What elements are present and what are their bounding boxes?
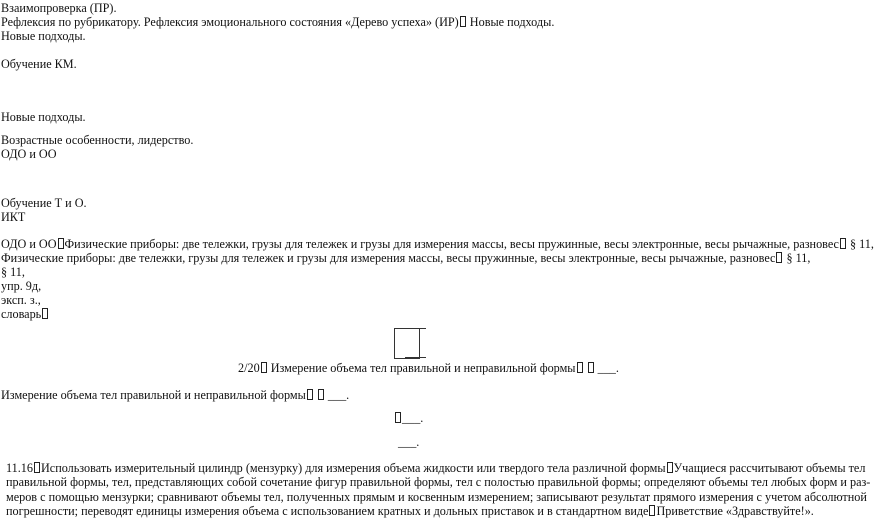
blank-field: ___. bbox=[402, 411, 424, 425]
lesson-topic: Измерение объема тел правильной и неправильной формы bbox=[270, 361, 576, 375]
line-ict: ИКТ bbox=[1, 210, 26, 224]
line-reflection bbox=[1, 15, 554, 29]
line-blank-2: ___. bbox=[398, 435, 420, 449]
paragraph-line: 11.16 Использовать измерительный цилиндр (мензурку) для измерения объема жидкости или твердого тела различной формы Учащиеся рассчитывают объемы тел bbox=[6, 461, 866, 475]
blank-field: ___. bbox=[327, 388, 350, 402]
line-lesson-topic-2 bbox=[1, 388, 349, 402]
missing-glyph-icon bbox=[318, 389, 324, 400]
missing-glyph-icon bbox=[840, 238, 846, 249]
equipment-text: Физические приборы: две тележки, грузы для тележек и грузы для измерения массы, весы пружинные, весы электронные, весы рычажные, разновес bbox=[1, 251, 776, 265]
missing-glyph-icon bbox=[649, 505, 655, 516]
blank-field: ___. bbox=[597, 361, 619, 375]
lesson-topic: Измерение объема тел правильной и неправильной формы bbox=[1, 388, 306, 402]
section-ref: § 11, bbox=[786, 251, 811, 265]
equipment-text: Физические приборы: две тележки, грузы для тележек и грузы для измерения массы, весы пружинные, весы электронные, весы рычажные, разновес bbox=[64, 237, 839, 251]
empty-frame bbox=[394, 328, 420, 359]
line-exercise: упр. 9д, bbox=[1, 279, 42, 293]
line-dictionary bbox=[1, 307, 49, 321]
lesson-number: 2/20 bbox=[238, 361, 260, 375]
line-experiment: эксп. з., bbox=[1, 293, 41, 307]
paragraph-line: погрешности; переводят единицы измерения объема с использованием кратных и дольных приставок и в стандартном виде Приветствие «Здравствуйте!». bbox=[6, 504, 814, 519]
objective-code: 11.16 bbox=[6, 461, 33, 475]
line-equipment-2 bbox=[1, 251, 810, 265]
missing-glyph-icon bbox=[42, 308, 48, 319]
line-peer-review: Взаимопроверка (ПР). bbox=[1, 1, 117, 15]
reflection-text: Рефлексия по рубрикатору. Рефлексия эмоционального состояния «Дерево успеха» (ИР) bbox=[1, 15, 459, 29]
line-blank-1 bbox=[394, 411, 423, 425]
missing-glyph-icon bbox=[395, 412, 401, 423]
missing-glyph-icon bbox=[58, 238, 64, 249]
missing-glyph-icon bbox=[667, 462, 673, 473]
line-odo-oo-1: ОДО и ОО bbox=[1, 147, 57, 161]
line-teaching: Обучение Т и О. bbox=[1, 196, 87, 210]
section-ref: § 11, bbox=[850, 237, 874, 251]
line-equipment-1 bbox=[1, 237, 874, 251]
missing-glyph-icon bbox=[261, 362, 267, 373]
missing-glyph-icon bbox=[588, 362, 594, 373]
paragraph-line: правильной формы, тел, представляющих собой сочетание фигур правильной формы, тел с полостью правильной формы; определяют объемы тел любых форм и раз- bbox=[6, 475, 871, 490]
missing-glyph-icon bbox=[460, 16, 466, 27]
dictionary-text: словарь bbox=[1, 307, 42, 321]
paragraph-line: меров с помощью мензурки; сравнивают объемы тел, полученных прямым и косвенным измерением; записывают результат прямого измерения с учетом абсолютной bbox=[6, 489, 867, 504]
line-section: § 11, bbox=[1, 265, 25, 279]
missing-glyph-icon bbox=[776, 252, 782, 263]
line-critical-thinking: Обучение КМ. bbox=[1, 57, 77, 71]
line-new-approaches-2: Новые подходы. bbox=[1, 110, 86, 124]
objective-paragraph bbox=[6, 461, 871, 519]
frame-line bbox=[405, 357, 426, 358]
line-lesson-topic-1 bbox=[238, 361, 619, 375]
missing-glyph-icon bbox=[34, 462, 40, 473]
odo-oo-text: ОДО и ОО bbox=[1, 237, 57, 251]
missing-glyph-icon bbox=[307, 389, 313, 400]
line-age-features: Возрастные особенности, лидерство. bbox=[1, 133, 194, 147]
missing-glyph-icon bbox=[577, 362, 583, 373]
frame-line bbox=[418, 328, 426, 329]
line-new-approaches-1: Новые подходы. bbox=[1, 29, 86, 43]
new-approaches-text: Новые подходы. bbox=[469, 15, 555, 29]
